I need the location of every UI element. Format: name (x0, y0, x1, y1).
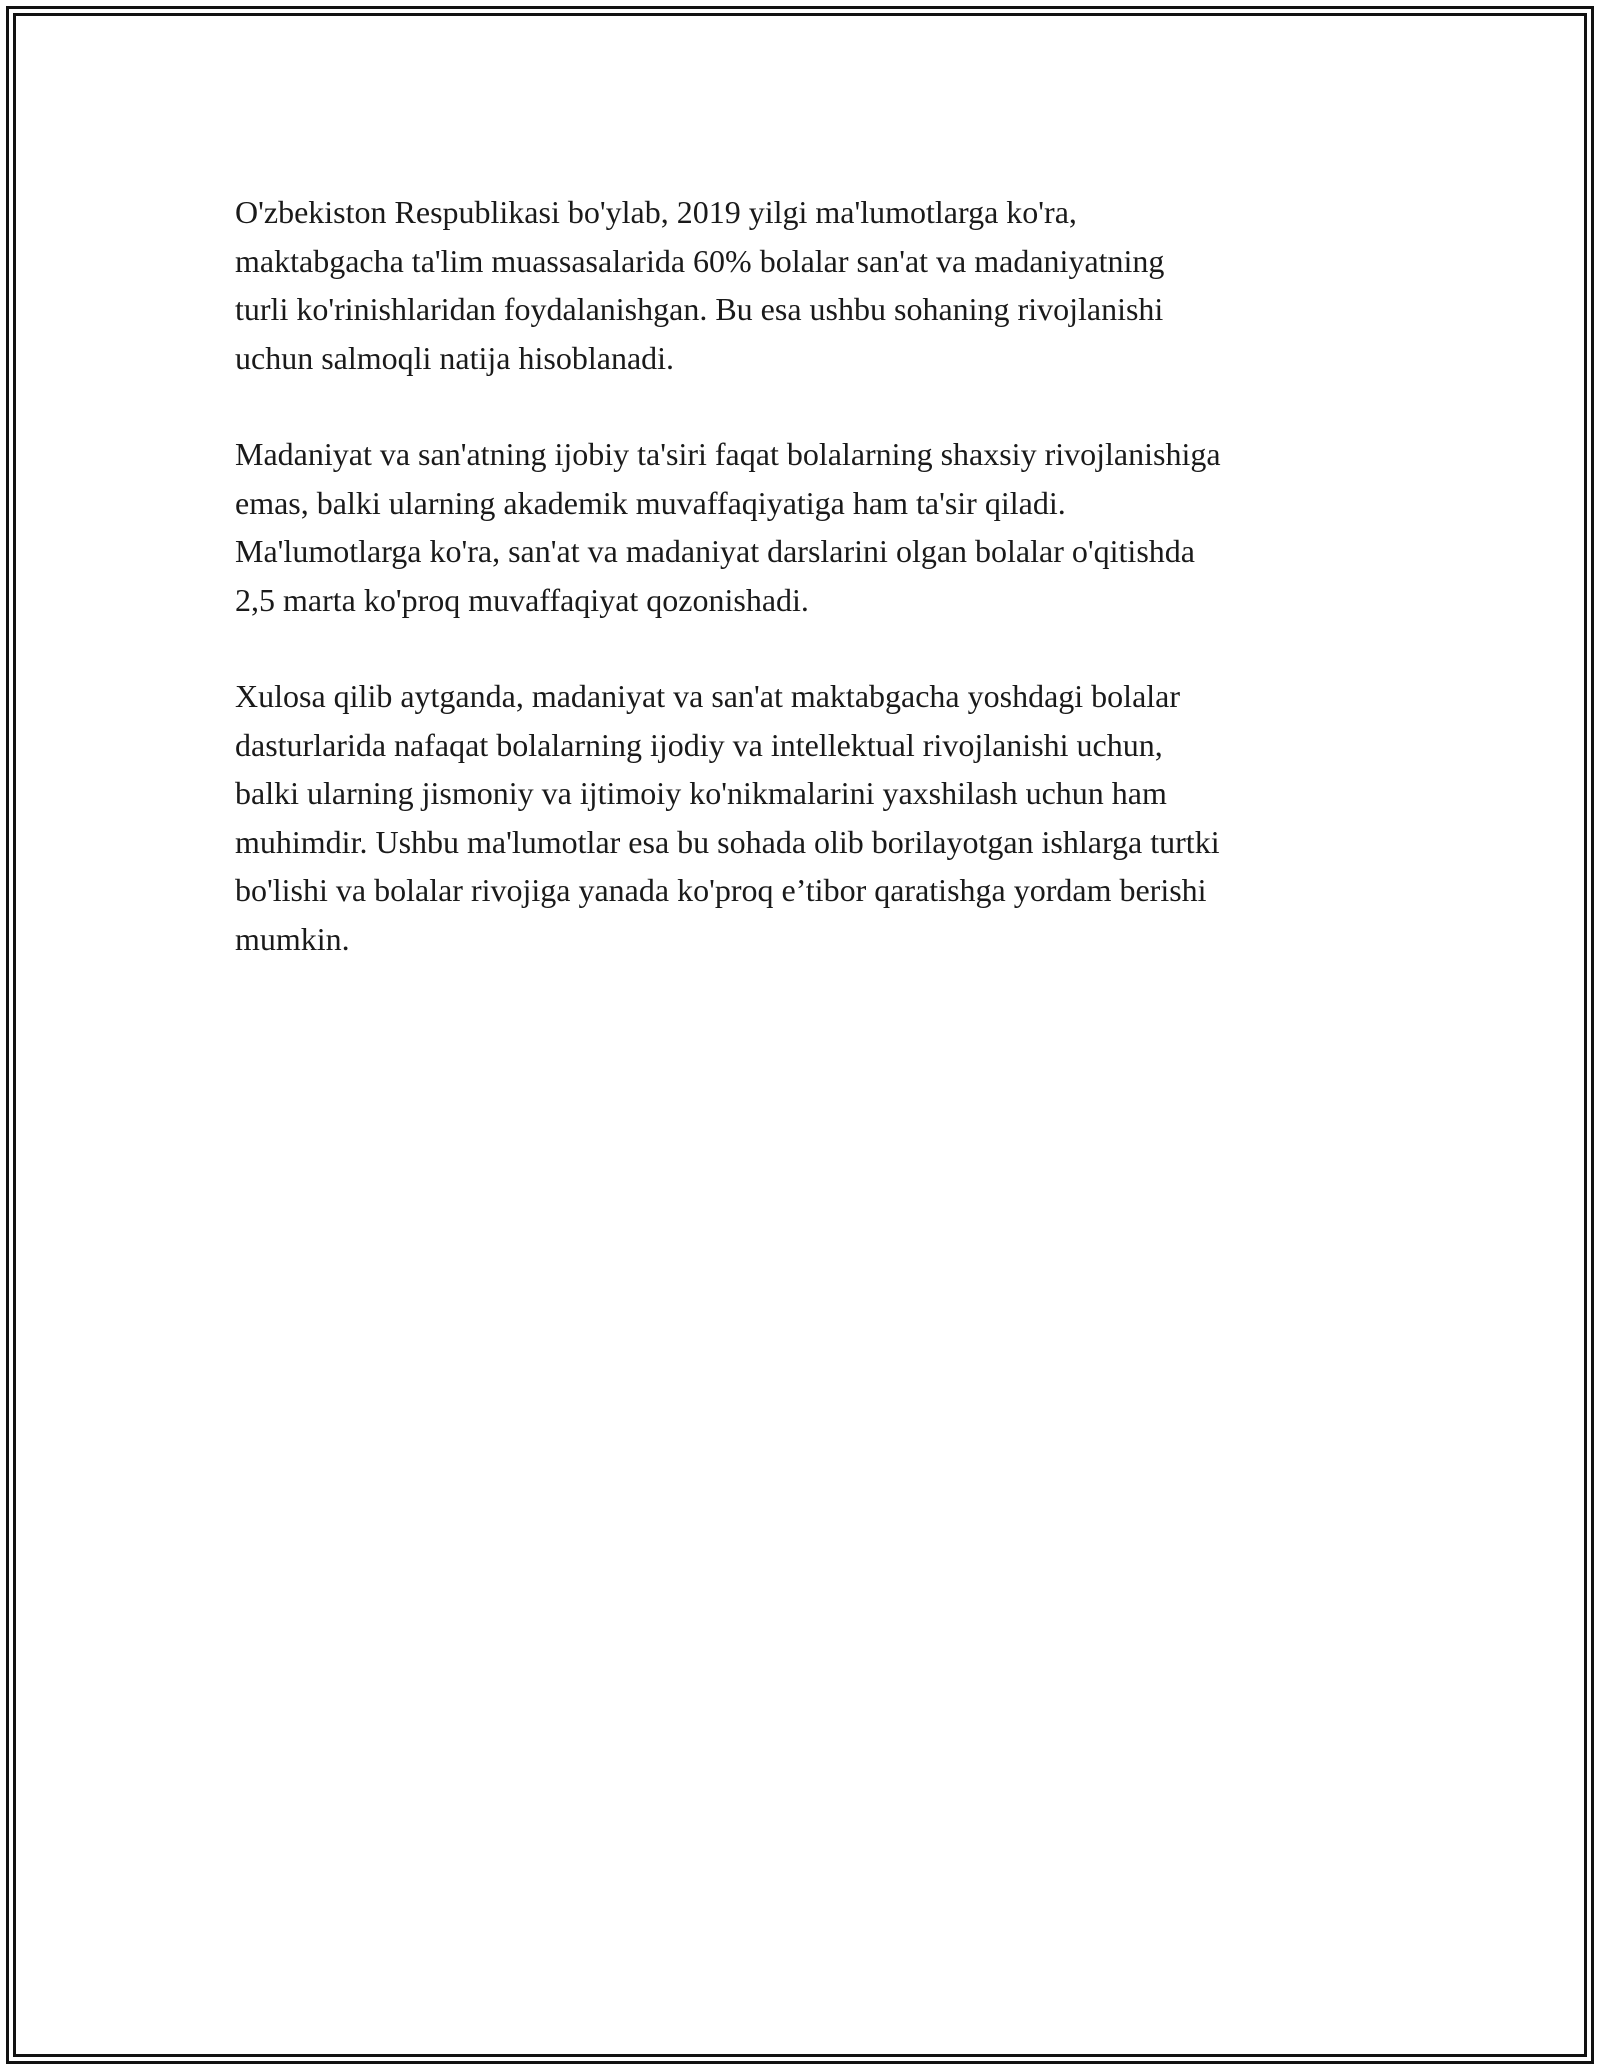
paragraph-statistics-2019: O'zbekiston Respublikasi bo'ylab, 2019 yilgi ma'lumotlarga ko'ra, maktabgacha ta'lim muassasalarida 60% bolalar san'at va madaniyatning turli ko'rinishlaridan foydalanishgan. Bu esa ushbu sohaning rivojlanishi uchun salmoqli natija hisoblanadi. (235, 194, 1165, 376)
paragraph-conclusion: Xulosa qilib aytganda, madaniyat va san'at maktabgacha yoshdagi bolalar dasturlarida nafaqat bolalarning ijodiy va intellektual rivojlanishi uchun, balki ularning jismoniy va ijtimoiy ko'nikmalarini yaxshilash uchun ham muhimdir. Ushbu ma'lumotlar esa bu sohada olib borilayotgan ishlarga turtki bo'lishi va bolalar rivojiga yanada ko'proq e’tibor qaratishga yordam berishi mumkin. (235, 678, 1220, 957)
paragraph-academic-impact: Madaniyat va san'atning ijobiy ta'siri faqat bolalarning shaxsiy rivojlanishiga emas, balki ularning akademik muvaffaqiyatiga ham ta'sir qiladi. Ma'lumotlarga ko'ra, san'at va madaniyat darslarini olgan bolalar o'qitishda 2,5 marta ko'proq muvaffaqiyat qozonishadi. (235, 436, 1221, 618)
document-body (235, 188, 1375, 1011)
